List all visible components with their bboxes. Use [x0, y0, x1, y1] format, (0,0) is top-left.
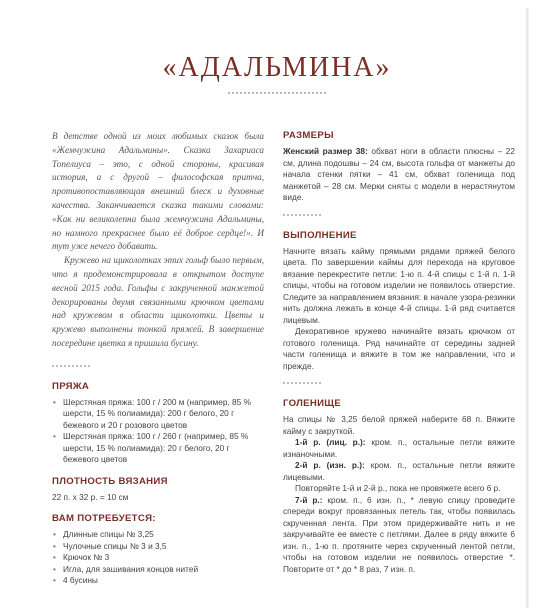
- row-label: 2-й р. (изн. р.):: [295, 460, 365, 470]
- yarn-heading: ПРЯЖА: [52, 380, 90, 392]
- section-divider: [283, 214, 321, 216]
- yarn-item: • Шерстяная пряжа: 100 г / 260 г (например, 85 % шерсти, 15 % полиамида): 20 г белого, 20 г бежевого цветов: [52, 431, 264, 466]
- title-divider: [228, 92, 326, 94]
- gauge-section: [52, 476, 264, 504]
- materials-item: • Длинные спицы № 3,25: [52, 529, 264, 541]
- right-column: [283, 130, 515, 585]
- yarn-section: [52, 381, 264, 466]
- row-text: кром. п., остальные петли вяжите лицевыми.: [283, 460, 515, 482]
- execution-heading: ВЫПОЛНЕНИЕ: [283, 229, 357, 241]
- shaft-section: [283, 398, 515, 575]
- sizes-text: обхват ноги в области плюсны – 22 см, длина подошвы – 24 см, высота гольфа от манжеты до начала стенки пятки – 41 см, обхват голенища под манжетой – 28 см. Мерки сняты с модели в нерастянутом виде.: [283, 146, 515, 202]
- row-label: 7-й р.:: [295, 494, 323, 505]
- execution-paragraph: Начните вязать кайму прямыми рядами пряжей белого цвета. По завершении каймы для перехода на круговое вязание перекрестите петли: 1-ю п. 4-й спицы с 1-й п. 1-й спицы, чтобы на готовом изделии не появилось отверстие. Следите за направлением вязания: в начале узора-резинки нить должна лежать в конце 4-й спицы. 1-й ряд считается лицевым.: [283, 245, 515, 325]
- gauge-heading: ПЛОТНОСТЬ ВЯЗАНИЯ: [52, 475, 168, 487]
- materials-section: [52, 513, 264, 587]
- section-divider: [283, 382, 321, 384]
- materials-heading: ВАМ ПОТРЕБУЕТСЯ:: [52, 513, 156, 525]
- yarn-item: • Шерстяная пряжа: 100 г / 200 м (например, 85 % шерсти, 15 % полиамида): 200 г белого, 20 г бежевого и 20 г розового цветов: [52, 397, 264, 432]
- row-text: кром. п., остальные петли вяжите изнаночными.: [283, 437, 515, 459]
- gauge-text: 22 п. х 32 р. = 10 см: [52, 491, 129, 502]
- materials-item: • Игла, для зашивания концов нитей: [52, 564, 264, 576]
- materials-item: • Чулочные спицы № 3 и 3,5: [52, 541, 264, 553]
- shaft-heading: ГОЛЕНИЩЕ: [283, 398, 342, 409]
- materials-item: • 4 бусины: [52, 575, 264, 587]
- repeat-text: Повторяйте 1-й и 2-й р., пока не провяжете всего 6 р.: [295, 483, 501, 493]
- row-label: 1-й р. (лиц. р.):: [295, 437, 366, 447]
- intro-text: [52, 130, 264, 351]
- execution-section: [283, 230, 515, 373]
- sizes-heading: РАЗМЕРЫ: [283, 130, 334, 141]
- intro-paragraph: В детстве одной из моих любимых сказок была «Жемчужина Адальмины». Сказка Захариаса Топелиуса – это, с одной стороны, красивая история, а с другой – философская притча, противопоставляющая внешний блеск и духовные качества. Заканчивается сказка такими словами: «Как ни великолепна была жемчужина Адальмины, но намного прекраснее было её доброе сердце!». И тут уже нечего добавить.: [52, 131, 264, 252]
- section-divider: [52, 365, 90, 367]
- row-text: кром. п., 6 изн. п., * левую спицу проведите спереди вокруг провязанных петель так, чтобы появилась скрученная лента. При этом придерживайте нить и не закручивайте ее вместе с петлями. Далее в ряду вяжите 6 изн. п., 1-ю п. протяните через скрученный лентой петли, чтобы на готовом изделии не появилось отверстие *. Повторите от * до * 8 раз, 7 изн. п.: [283, 494, 516, 574]
- materials-item: • Крючок № 3: [52, 552, 264, 564]
- page-title: «АДАЛЬМИНА»: [162, 52, 392, 83]
- execution-paragraph: Декоративное кружево начинайте вязать крючком от готового голенища. Ряд начинайте от середины задней части голенища и вяжите в том же направлении, что и прежде.: [283, 326, 515, 371]
- sizes-section: [283, 130, 515, 204]
- book-page: [28, 8, 526, 608]
- intro-paragraph: Кружево на щиколотках этих гольф было первым, что я продемонстрировала в открытом доступе весной 2015 года. Гольфы с закрученной манжетой декорированы двумя связанными крючком цветами над кружевом в области щиколотки. Цветы и кружево выполнены тонкой пряжей. В завершение посередине цветка я пришила бусину.: [52, 255, 264, 348]
- left-column: [52, 130, 264, 597]
- sizes-label: Женский размер 38:: [283, 146, 368, 156]
- shaft-intro: На спицы № 3,25 белой пряжей наберите 68 п. Вяжите кайму с закруткой.: [283, 414, 515, 436]
